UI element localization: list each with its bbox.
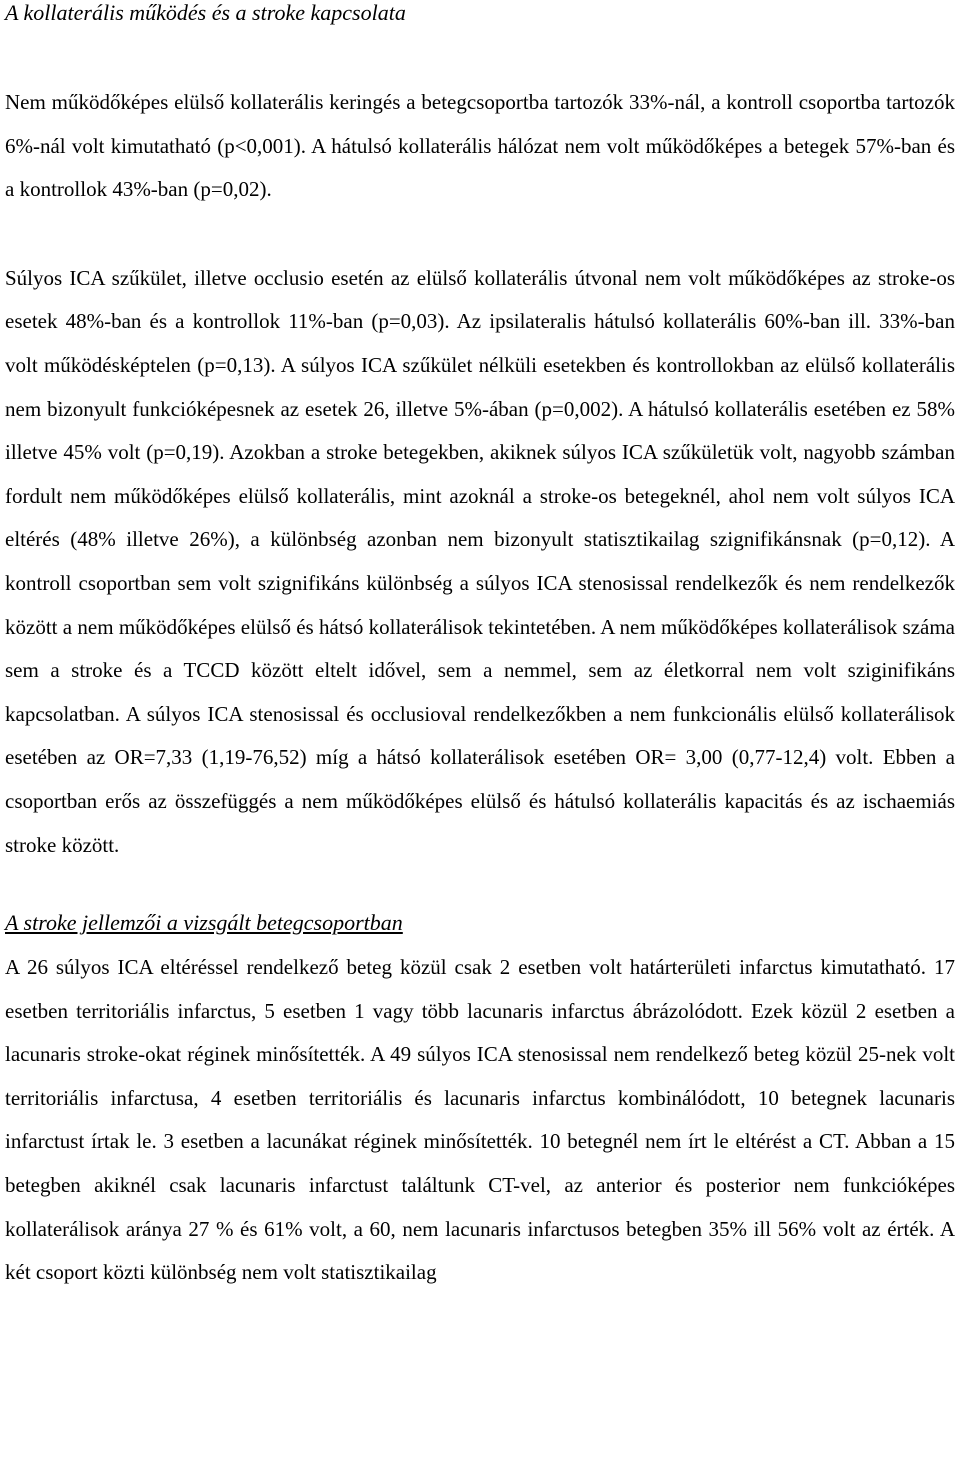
paragraph-collateral-overview: Nem működőképes elülső kollaterális keringés a betegcsoportba tartozók 33%-nál, a kontroll csoportba tartozók 6%-nál volt kimutatható (p<0,001). A hátulsó kollaterális hálózat nem volt működőképes a betegek 57%-ban és a kontrollok 43%-ban (p=0,02). (5, 90, 955, 202)
paragraph-stroke-characteristics: A 26 súlyos ICA eltéréssel rendelkező beteg közül csak 2 esetben volt határterületi infarctus kimutatható. 17 esetben territoriális infarctus, 5 esetben 1 vagy több lacunaris infarctus ábrázolódott. Ezek közül 2 esetben a lacunaris stroke-okat réginek minősítették. A 49 súlyos ICA stenosissal nem rendelkező beteg közül 25-nek volt territoriális infarctusa, 4 esetben territoriális és lacunaris infarctus kombinálódott, 10 betegnek lacunaris infarctust írtak le. 3 esetben a lacunákat réginek minősítették. 10 betegnél nem írt le eltérést a CT. Abban a 15 betegben akiknél csak lacunaris infarctust találtunk CT-vel, az anterior és posterior nem funkcióképes kollaterálisok aránya 27 % és 61% volt, a 60, nem lacunaris infarctusos betegben 35% ill 56% volt az érték. A két csoport közti különbség nem volt statisztikailag (5, 955, 955, 1285)
paragraph-collateral-details: Súlyos ICA szűkület, illetve occlusio esetén az elülső kollaterális útvonal nem volt működőképes az stroke-os esetek 48%-ban és a kontrollok 11%-ban (p=0,03). Az ipsilateralis hátulsó kollaterális 60%-ban ill. 33%-ban volt működésképtelen (p=0,13). A súlyos ICA szűkület nélküli esetekben és kontrollokban az elülső kollaterális nem bizonyult funkcióképesnek az esetek 26, illetve 5%-ában (p=0,002). A hátulsó kollaterális esetében ez 58% illetve 45% volt (p=0,19). Azokban a stroke betegekben, akiknek súlyos ICA szűkületük volt, nagyobb számban fordult nem működőképes elülső kollaterális, mint azoknál a stroke-os betegeknél, ahol nem volt súlyos ICA eltérés (48% illetve 26%), a különbség azonban nem bizonyult statisztikailag szignifikánsnak (p=0,12). A kontroll csoportban sem volt szignifikáns különbség a súlyos ICA stenosissal rendelkezők és nem rendelkezők között a nem működőképes elülső és hátsó kollaterálisok tekintetében. A nem működőképes kollaterálisok száma sem a stroke és a TCCD között eltelt idővel, sem a nemmel, sem az életkorral nem volt sziginifikáns kapcsolatban. A súlyos ICA stenosissal és occlusioval rendelkezőkben a nem funkcionális elülső kollaterálisok esetében az OR=7,33 (1,19-76,52) míg a hátsó kollaterálisok esetében OR= 3,00 (0,77-12,4) volt. Ebben a csoportban erős az összefüggés a nem működőképes elülső és hátulsó kollaterális kapacitás és az ischaemiás stroke között. (5, 265, 955, 857)
document-page (5, 0, 955, 1295)
section-heading-stroke-characteristics: A stroke jellemzői a vizsgált betegcsoportban (5, 910, 403, 936)
section-heading-collateral: A kollaterális működés és a stroke kapcsolata (5, 0, 406, 25)
